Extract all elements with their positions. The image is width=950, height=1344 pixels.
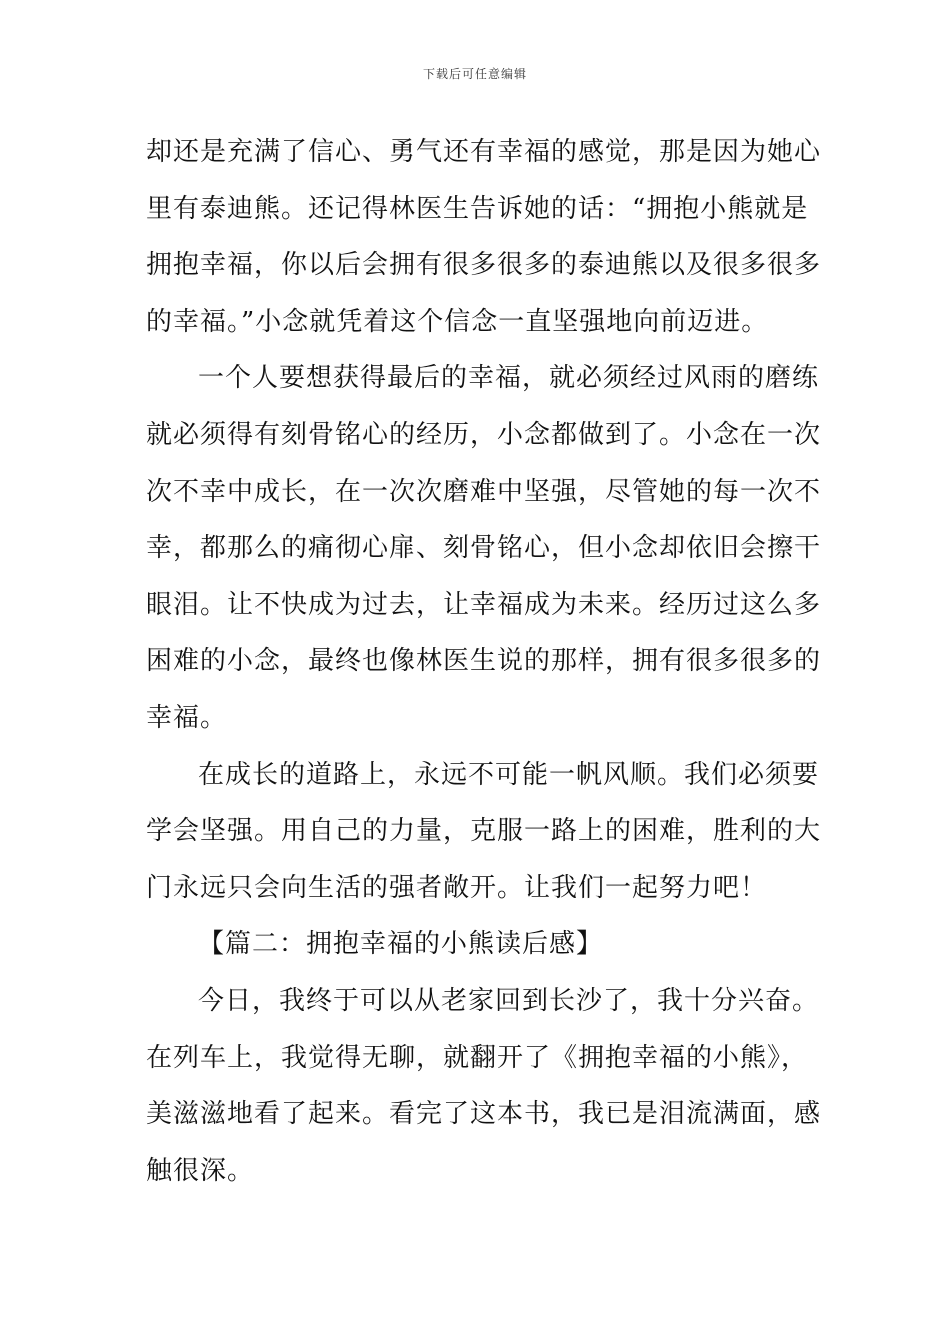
text-line: 触很深。 — [146, 1155, 255, 1186]
text-line: 拥抱幸福，你以后会拥有很多很多的泰迪熊以及很多很多 — [146, 250, 822, 281]
text-line: 眼泪。让不快成为过去，让幸福成为未来。经历过这么多 — [146, 589, 822, 620]
text-line: 美滋滋地看了起来。看完了这本书，我已是泪流满面，感 — [146, 1099, 822, 1130]
text-line: 学会坚强。用自己的力量，克服一路上的困难，胜利的大 — [146, 816, 822, 847]
page-header: 下载后可任意编辑 — [422, 67, 527, 81]
text-line: 里有泰迪熊。还记得林医生告诉她的话：“拥抱小熊就是 — [146, 193, 809, 224]
text-line: 一个人要想获得最后的幸福，就必须经过风雨的磨练 — [198, 363, 820, 394]
text-line: 在成长的道路上，永远不可能一帆风顺。我们必须要 — [198, 759, 820, 790]
section-heading: 【篇二：拥抱幸福的小熊读后感】 — [198, 929, 604, 960]
text-line: 幸，都那么的痛彻心扉、刻骨铭心，但小念却依旧会擦干 — [146, 533, 822, 564]
text-line: 在列车上，我觉得无聊，就翻开了《拥抱幸福的小熊》， — [146, 1042, 809, 1073]
text-line: 幸福。 — [146, 702, 228, 733]
text-line: 门永远只会向生活的强者敞开。让我们一起努力吧！ — [146, 872, 768, 903]
text-line: 就必须得有刻骨铭心的经历，小念都做到了。小念在一次 — [146, 419, 822, 450]
text-line: 次不幸中成长，在一次次磨难中坚强，尽管她的每一次不 — [146, 476, 822, 507]
document-body — [146, 124, 822, 1199]
text-line: 今日，我终于可以从老家回到长沙了，我十分兴奋。 — [198, 985, 820, 1016]
text-line: 却还是充满了信心、勇气还有幸福的感觉，那是因为她心 — [146, 137, 822, 167]
text-line: 的幸福。”小念就凭着这个信念一直坚强地向前迈进。 — [146, 306, 769, 337]
text-line: 困难的小念，最终也像林医生说的那样，拥有很多很多的 — [146, 646, 822, 677]
